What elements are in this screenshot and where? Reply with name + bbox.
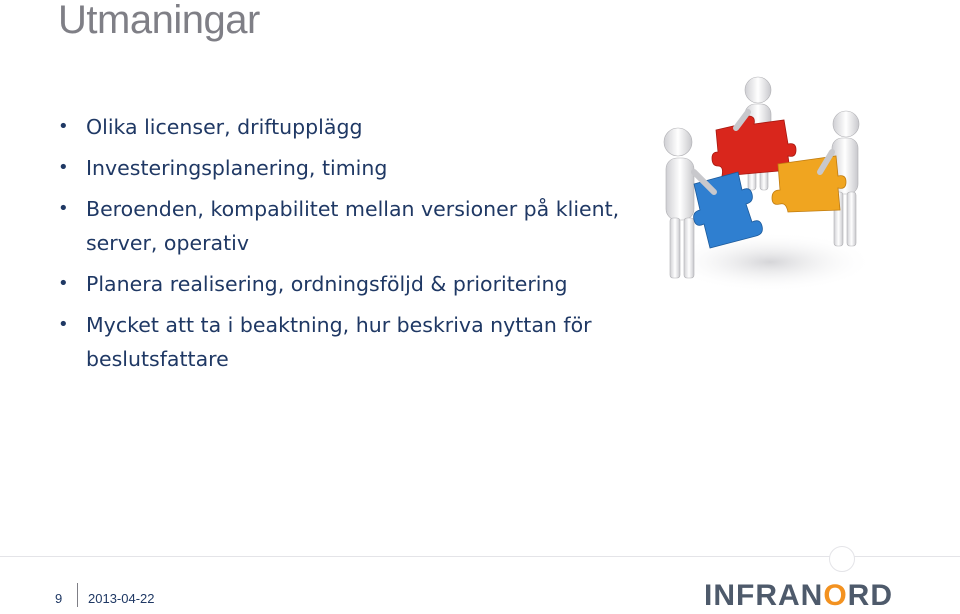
bullet-dot-icon: • [58,157,69,178]
footer-decoration-circle [829,546,855,572]
footer-separator [77,583,78,607]
bullet-text: beslutsfattare [86,347,229,371]
bullet-item [56,267,666,301]
bullet-dot-icon: • [58,273,69,294]
slide-title: Utmaningar [58,0,260,42]
footer-divider [0,556,960,557]
bullet-text: server, operativ [86,231,249,255]
bullet-dot-icon: • [58,198,69,219]
bullet-item [56,308,666,376]
bullet-text: Planera realisering, ordningsföljd & prioritering [86,272,568,296]
footer-date: 2013-04-22 [88,591,155,606]
bullet-item [56,192,666,260]
bullet-list [56,110,666,383]
infranord-logo [704,578,893,614]
bullet-text: Beroenden, kompabilitet mellan versioner på klient, [86,197,620,221]
puzzle-people-icon [660,72,872,294]
logo-text-part2: RD [847,579,894,612]
logo-text-part1: INFRAN [704,579,824,612]
bullet-text: Investeringsplanering, timing [86,156,388,180]
bullet-dot-icon: • [58,116,69,137]
bullet-item [56,151,666,185]
bullet-dot-icon: • [58,314,69,335]
bullet-item [56,110,666,144]
bullet-text: Olika licenser, driftupplägg [86,115,363,139]
puzzle-piece-orange [772,156,846,212]
logo-accent-letter: O [823,579,848,612]
bullet-text: Mycket att ta i beaktning, hur beskriva nyttan för [86,313,592,337]
page-number: 9 [55,591,63,606]
